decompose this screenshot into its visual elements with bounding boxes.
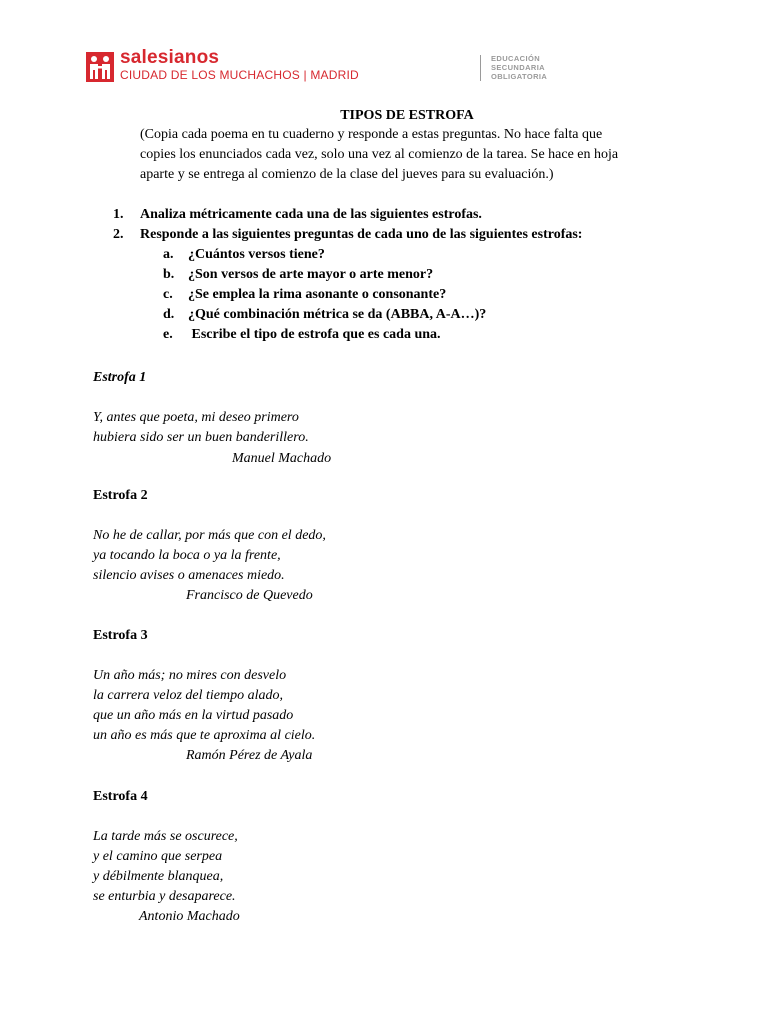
brand-subtitle: CIUDAD DE LOS MUCHACHOS | MADRID [120, 68, 359, 82]
subquestion-letter: c. [163, 287, 173, 302]
subquestion-text: Escribe el tipo de estrofa que es cada una. [188, 327, 441, 342]
subquestion-text: ¿Qué combinación métrica se da (ABBA, A-A…)? [188, 307, 487, 322]
subquestion-text: ¿Se emplea la rima asonante o consonante? [188, 287, 447, 302]
subquestion-letter: b. [163, 267, 175, 282]
subquestion-item [163, 307, 486, 323]
question-item [113, 227, 582, 243]
estrofa-heading: Estrofa 4 [93, 789, 148, 804]
subquestion-item [163, 287, 446, 303]
verse-line: se enturbia y desaparece. [93, 889, 236, 904]
subquestion-item [163, 327, 441, 343]
question-text: Analiza métricamente cada una de las siguientes estrofas. [140, 207, 482, 222]
intro-paragraph [140, 125, 675, 185]
subquestion-item [163, 247, 325, 263]
eso-label [491, 54, 547, 81]
subquestion-letter: e. [163, 327, 173, 342]
verse-line: y el camino que serpea [93, 849, 223, 864]
eso-line-2: SECUNDARIA [491, 63, 546, 72]
document-title: TIPOS DE ESTROFA [340, 108, 474, 123]
verse-line: ya tocando la boca o ya la frente, [93, 548, 281, 563]
estrofa-heading: Estrofa 1 [93, 370, 147, 385]
question-item [113, 207, 482, 223]
question-number: 2. [113, 227, 124, 242]
subquestion-letter: d. [163, 307, 175, 322]
verse-line: un año es más que te aproxima al cielo. [93, 728, 316, 743]
salesianos-logo-icon [86, 52, 114, 82]
verse-line: silencio avises o amenaces miedo. [93, 568, 285, 583]
question-number: 1. [113, 207, 124, 222]
page-header [0, 0, 768, 100]
poem-author: Antonio Machado [139, 909, 240, 924]
estrofa-heading: Estrofa 2 [93, 488, 148, 503]
intro-line: (Copia cada poema en tu cuaderno y responde a estas preguntas. No hace falta que [140, 127, 603, 142]
brand-name: salesianos [120, 47, 220, 68]
poem-author: Manuel Machado [232, 451, 332, 466]
estrofa-heading: Estrofa 3 [93, 628, 148, 643]
verse-line: que un año más en la virtud pasado [93, 708, 294, 723]
verse-line: y débilmente blanquea, [93, 869, 224, 884]
verse-line: Un año más; no mires con desvelo [93, 668, 287, 683]
poem-author: Ramón Pérez de Ayala [186, 748, 313, 763]
question-text: Responde a las siguientes preguntas de cada uno de las siguientes estrofas: [140, 227, 583, 242]
poem-author: Francisco de Quevedo [186, 588, 313, 603]
header-divider [480, 55, 481, 81]
eso-line-3: OBLIGATORIA [491, 72, 548, 81]
subquestion-letter: a. [163, 247, 174, 262]
verse-line: No he de callar, por más que con el dedo, [93, 528, 326, 543]
intro-line: aparte y se entrega al comienzo de la clase del jueves para su evaluación.) [140, 167, 554, 182]
intro-line: copies los enunciados cada vez, solo una vez al comienzo de la tarea. Se hace en hoja [140, 147, 619, 162]
subquestion-item [163, 267, 433, 283]
subquestion-text: ¿Cuántos versos tiene? [188, 247, 325, 262]
verse-line: Y, antes que poeta, mi deseo primero [93, 410, 299, 425]
verse-line: La tarde más se oscurece, [93, 829, 238, 844]
subquestion-text: ¿Son versos de arte mayor o arte menor? [188, 267, 434, 282]
eso-line-1: EDUCACIÓN [491, 54, 541, 63]
verse-line: la carrera veloz del tiempo alado, [93, 688, 284, 703]
verse-line: hubiera sido ser un buen banderillero. [93, 430, 309, 445]
